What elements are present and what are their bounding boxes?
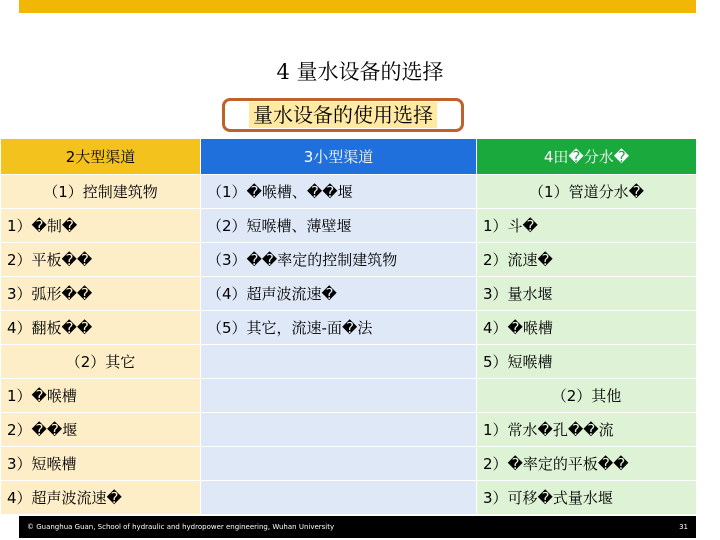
table-cell: 3）短喉槽 [1, 447, 201, 481]
col-header-large-canal: 2大型渠道 [1, 139, 201, 175]
table-row [1, 413, 697, 447]
table-cell: （1）控制建筑物 [1, 175, 201, 209]
table-cell: （1）�喉槽、��堰 [201, 175, 477, 209]
table-row [1, 209, 697, 243]
table-cell: 4）翻板�� [1, 311, 201, 345]
table-cell: （2）短喉槽、薄壁堰 [201, 209, 477, 243]
table-cell: （5）其它，流速-面�法 [201, 311, 477, 345]
table-row [1, 447, 697, 481]
col-header-field-outlet: 4田�分水� [477, 139, 697, 175]
table-cell: （3）��率定的控制建筑物 [201, 243, 477, 277]
table-row [1, 277, 697, 311]
table-header-row [1, 139, 697, 175]
table-cell: （2）其他 [477, 379, 697, 413]
col-header-small-canal: 3小型渠道 [201, 139, 477, 175]
table-row [1, 243, 697, 277]
subtitle-box [222, 98, 464, 132]
table-cell [201, 379, 477, 413]
page-number: 31 [679, 523, 688, 531]
table-row [1, 311, 697, 345]
table-cell: （4）超声波流速� [201, 277, 477, 311]
table-cell: 1）斗� [477, 209, 697, 243]
table-cell: 3）量水堰 [477, 277, 697, 311]
table-cell: （2）其它 [1, 345, 201, 379]
table-cell: 4）�喉槽 [477, 311, 697, 345]
slide-title: 4 量水设备的选择 [276, 60, 444, 84]
table-cell: 2）�率定的平板�� [477, 447, 697, 481]
equipment-table [0, 138, 697, 515]
table-row [1, 379, 697, 413]
table-cell: 5）短喉槽 [477, 345, 697, 379]
table-cell: （1）管道分水� [477, 175, 697, 209]
table-cell: 1）�喉槽 [1, 379, 201, 413]
table-cell: 3）弧形�� [1, 277, 201, 311]
table-cell [201, 481, 477, 515]
table-row [1, 481, 697, 515]
table-cell: 2）平板�� [1, 243, 201, 277]
table-cell [201, 345, 477, 379]
top-accent-bar [19, 0, 696, 13]
footer-bar [19, 516, 696, 538]
table-cell: 2）��堰 [1, 413, 201, 447]
footer-credit: © Guanghua Guan, School of hydraulic and hydropower engineering, Wuhan University [27, 523, 335, 531]
table-cell [201, 413, 477, 447]
table-cell: 1）常水�孔��流 [477, 413, 697, 447]
table-cell: 3）可移�式量水堰 [477, 481, 697, 515]
table-cell [201, 447, 477, 481]
table-row [1, 175, 697, 209]
table-cell: 1）�制� [1, 209, 201, 243]
table-row [1, 345, 697, 379]
subtitle-text: 量水设备的使用选择 [249, 102, 437, 128]
table-cell: 4）超声波流速� [1, 481, 201, 515]
table-cell: 2）流速� [477, 243, 697, 277]
